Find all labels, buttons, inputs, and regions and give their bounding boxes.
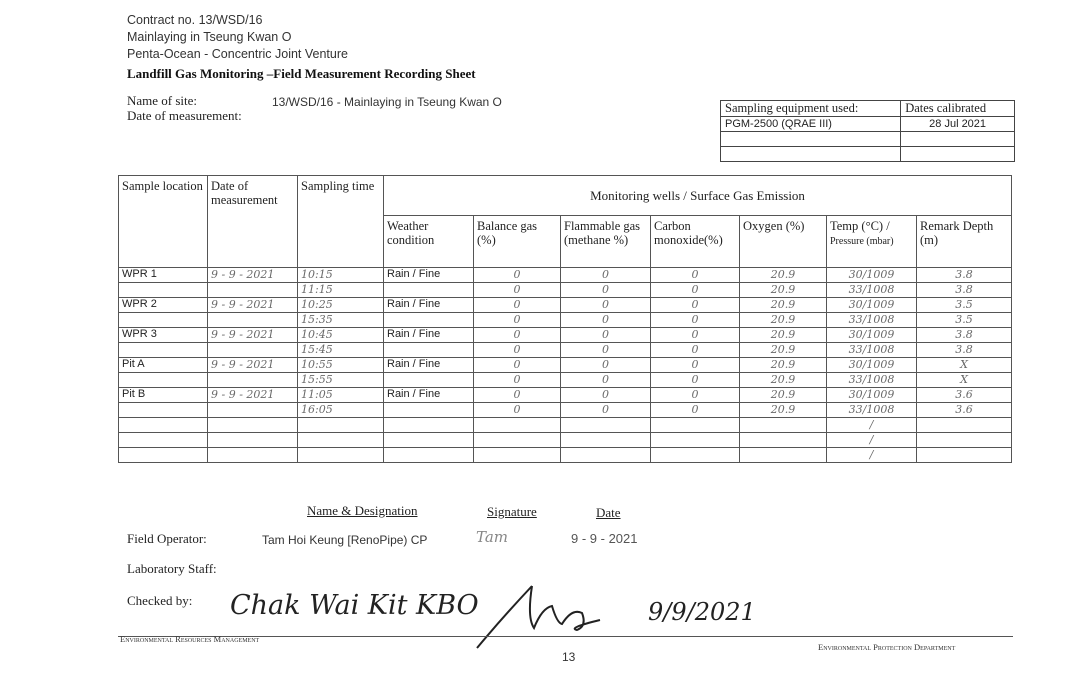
cell-flammable-gas: 0	[561, 298, 651, 313]
cell-date	[208, 433, 298, 448]
cell-oxygen: 20.9	[740, 313, 827, 328]
footer-left: Environmental Resources Management	[120, 634, 260, 644]
cell-oxygen: 20.9	[740, 343, 827, 358]
cell-oxygen: 20.9	[740, 268, 827, 283]
cell-weather	[384, 343, 474, 358]
cell-carbon-monoxide	[651, 433, 740, 448]
cell-carbon-monoxide: 0	[651, 403, 740, 418]
cell-oxygen	[740, 433, 827, 448]
cell-location	[119, 343, 208, 358]
header-temp-pressure	[827, 216, 917, 268]
cell-depth	[917, 418, 1012, 433]
cell-time: 10:55	[298, 358, 384, 373]
cell-depth	[917, 433, 1012, 448]
cell-depth: 3.8	[917, 328, 1012, 343]
cell-balance-gas: 0	[474, 358, 561, 373]
cell-depth: 3.5	[917, 298, 1012, 313]
cell-carbon-monoxide: 0	[651, 313, 740, 328]
cell-flammable-gas: 0	[561, 373, 651, 388]
cell-location	[119, 418, 208, 433]
cell-depth: X	[917, 373, 1012, 388]
table-row	[119, 313, 1012, 328]
cell-balance-gas: 0	[474, 343, 561, 358]
measurement-date-label: Date of measurement:	[127, 108, 242, 123]
checked-by-name: Chak Wai Kit KBO	[230, 590, 479, 621]
table-row	[119, 343, 1012, 358]
cell-depth: 3.6	[917, 403, 1012, 418]
footer-right: Environmental Protection Department	[818, 642, 956, 652]
measurement-rows	[119, 268, 1012, 463]
cell-weather: Rain / Fine	[384, 358, 474, 373]
cell-location: WPR 1	[119, 268, 208, 283]
cell-location	[119, 373, 208, 388]
cell-carbon-monoxide	[651, 448, 740, 463]
cell-date: 9 - 9 - 2021	[208, 328, 298, 343]
cell-weather	[384, 418, 474, 433]
cell-location	[119, 403, 208, 418]
cell-weather	[384, 283, 474, 298]
cell-weather	[384, 448, 474, 463]
cell-flammable-gas	[561, 448, 651, 463]
dates-calibrated-header: Dates calibrated	[901, 101, 1015, 117]
cell-balance-gas: 0	[474, 268, 561, 283]
header-sampling-time: Sampling time	[298, 176, 384, 268]
cell-balance-gas: 0	[474, 283, 561, 298]
empty-cell	[901, 132, 1015, 147]
table-row	[119, 388, 1012, 403]
empty-cell	[721, 132, 901, 147]
calibration-date-value: 28 Jul 2021	[901, 117, 1015, 132]
cell-depth: 3.8	[917, 268, 1012, 283]
cell-temp-pressure: 30/1009	[827, 388, 917, 403]
field-operator-date: 9 - 9 - 2021	[571, 531, 638, 546]
cell-flammable-gas: 0	[561, 358, 651, 373]
cell-flammable-gas	[561, 433, 651, 448]
cell-date	[208, 343, 298, 358]
cell-date	[208, 283, 298, 298]
checked-by-date: 9/9/2021	[648, 598, 756, 626]
cell-weather: Rain / Fine	[384, 328, 474, 343]
cell-temp-pressure: /	[827, 448, 917, 463]
cell-oxygen	[740, 448, 827, 463]
cell-oxygen: 20.9	[740, 373, 827, 388]
cell-carbon-monoxide: 0	[651, 388, 740, 403]
cell-oxygen: 20.9	[740, 283, 827, 298]
cell-balance-gas: 0	[474, 403, 561, 418]
contractor-name: Penta-Ocean - Concentric Joint Venture	[127, 47, 348, 61]
field-operator-signature: Tam	[476, 528, 509, 546]
table-row	[119, 433, 1012, 448]
header-weather: Weather condition	[384, 216, 474, 268]
cell-time	[298, 448, 384, 463]
cell-location: Pit B	[119, 388, 208, 403]
header-sample-location: Sample location	[119, 176, 208, 268]
page-number: 13	[562, 650, 576, 664]
cell-depth: 3.5	[917, 313, 1012, 328]
cell-location: Pit A	[119, 358, 208, 373]
cell-time: 10:25	[298, 298, 384, 313]
checked-by-label: Checked by:	[127, 593, 193, 608]
cell-time: 15:55	[298, 373, 384, 388]
header-flammable-gas: Flammable gas (methane %)	[561, 216, 651, 268]
cell-time: 11:15	[298, 283, 384, 298]
cell-carbon-monoxide: 0	[651, 298, 740, 313]
cell-oxygen: 20.9	[740, 358, 827, 373]
cell-oxygen: 20.9	[740, 403, 827, 418]
cell-carbon-monoxide: 0	[651, 358, 740, 373]
equipment-header: Sampling equipment used:	[721, 101, 901, 117]
cell-weather: Rain / Fine	[384, 388, 474, 403]
table-row	[119, 373, 1012, 388]
field-operator-name: Tam Hoi Keung [RenoPipe) CP	[262, 533, 428, 547]
cell-balance-gas: 0	[474, 328, 561, 343]
cell-balance-gas	[474, 433, 561, 448]
cell-weather	[384, 313, 474, 328]
cell-weather: Rain / Fine	[384, 268, 474, 283]
date-header: Date	[596, 505, 621, 520]
table-row	[119, 298, 1012, 313]
cell-date: 9 - 9 - 2021	[208, 298, 298, 313]
table-row	[119, 283, 1012, 298]
contract-number: Contract no. 13/WSD/16	[127, 13, 263, 27]
measurement-table	[118, 175, 1012, 463]
cell-flammable-gas: 0	[561, 403, 651, 418]
cell-temp-pressure: /	[827, 418, 917, 433]
cell-balance-gas: 0	[474, 388, 561, 403]
equipment-value: PGM-2500 (QRAE III)	[721, 117, 901, 132]
header-monitoring-wells: Monitoring wells / Surface Gas Emission	[384, 176, 1012, 216]
table-row	[119, 418, 1012, 433]
cell-time: 11:05	[298, 388, 384, 403]
calibration-table	[720, 100, 1015, 162]
cell-time	[298, 418, 384, 433]
name-designation-header: Name & Designation	[307, 503, 418, 518]
cell-weather	[384, 373, 474, 388]
cell-weather: Rain / Fine	[384, 298, 474, 313]
header-remark-depth: Remark Depth (m)	[917, 216, 1012, 268]
cell-location: WPR 2	[119, 298, 208, 313]
cell-temp-pressure: 33/1008	[827, 313, 917, 328]
cell-flammable-gas: 0	[561, 268, 651, 283]
cell-flammable-gas: 0	[561, 343, 651, 358]
empty-cell	[721, 147, 901, 162]
cell-date	[208, 373, 298, 388]
cell-balance-gas: 0	[474, 298, 561, 313]
cell-temp-pressure: 33/1008	[827, 283, 917, 298]
cell-time: 10:15	[298, 268, 384, 283]
cell-location	[119, 433, 208, 448]
signature-header: Signature	[487, 504, 537, 519]
table-row	[119, 268, 1012, 283]
project-name: Mainlaying in Tseung Kwan O	[127, 30, 292, 44]
cell-date: 9 - 9 - 2021	[208, 358, 298, 373]
cell-carbon-monoxide: 0	[651, 373, 740, 388]
cell-flammable-gas: 0	[561, 313, 651, 328]
cell-oxygen: 20.9	[740, 388, 827, 403]
cell-flammable-gas: 0	[561, 388, 651, 403]
cell-carbon-monoxide: 0	[651, 268, 740, 283]
cell-date: 9 - 9 - 2021	[208, 388, 298, 403]
cell-carbon-monoxide: 0	[651, 283, 740, 298]
cell-carbon-monoxide: 0	[651, 343, 740, 358]
cell-temp-pressure: 33/1008	[827, 403, 917, 418]
cell-temp-pressure: /	[827, 433, 917, 448]
cell-flammable-gas	[561, 418, 651, 433]
cell-date	[208, 313, 298, 328]
cell-time	[298, 433, 384, 448]
cell-time: 15:45	[298, 343, 384, 358]
empty-cell	[901, 147, 1015, 162]
table-row	[119, 448, 1012, 463]
cell-location	[119, 313, 208, 328]
header-temp: Temp (°C) /	[830, 219, 890, 233]
cell-temp-pressure: 30/1009	[827, 358, 917, 373]
table-row	[119, 403, 1012, 418]
cell-temp-pressure: 30/1009	[827, 298, 917, 313]
header-balance-gas: Balance gas (%)	[474, 216, 561, 268]
cell-oxygen: 20.9	[740, 328, 827, 343]
header-carbon-monoxide: Carbon monoxide(%)	[651, 216, 740, 268]
cell-temp-pressure: 33/1008	[827, 373, 917, 388]
cell-carbon-monoxide: 0	[651, 328, 740, 343]
cell-date	[208, 418, 298, 433]
cell-date	[208, 403, 298, 418]
cell-temp-pressure: 30/1009	[827, 328, 917, 343]
cell-location	[119, 283, 208, 298]
cell-depth: X	[917, 358, 1012, 373]
checked-by-signature	[472, 578, 607, 653]
cell-location: WPR 3	[119, 328, 208, 343]
laboratory-staff-label: Laboratory Staff:	[127, 561, 217, 576]
cell-flammable-gas: 0	[561, 328, 651, 343]
cell-depth: 3.8	[917, 283, 1012, 298]
cell-balance-gas: 0	[474, 373, 561, 388]
site-name-value: 13/WSD/16 - Mainlaying in Tseung Kwan O	[272, 95, 502, 109]
cell-balance-gas	[474, 418, 561, 433]
cell-time: 16:05	[298, 403, 384, 418]
cell-carbon-monoxide	[651, 418, 740, 433]
cell-temp-pressure: 33/1008	[827, 343, 917, 358]
header-date-of-measurement: Date of measurement	[208, 176, 298, 268]
cell-temp-pressure: 30/1009	[827, 268, 917, 283]
cell-oxygen	[740, 418, 827, 433]
cell-time: 10:45	[298, 328, 384, 343]
sheet-title: Landfill Gas Monitoring –Field Measurement Recording Sheet	[127, 66, 476, 81]
cell-date	[208, 448, 298, 463]
site-name-label: Name of site:	[127, 93, 198, 108]
cell-time: 15:35	[298, 313, 384, 328]
cell-flammable-gas: 0	[561, 283, 651, 298]
cell-weather	[384, 433, 474, 448]
cell-depth: 3.8	[917, 343, 1012, 358]
cell-oxygen: 20.9	[740, 298, 827, 313]
cell-depth	[917, 448, 1012, 463]
field-operator-label: Field Operator:	[127, 531, 207, 546]
cell-depth: 3.6	[917, 388, 1012, 403]
cell-balance-gas	[474, 448, 561, 463]
table-row	[119, 358, 1012, 373]
cell-weather	[384, 403, 474, 418]
header-pressure: Pressure (mbar)	[830, 236, 894, 247]
table-row	[119, 328, 1012, 343]
cell-location	[119, 448, 208, 463]
cell-date: 9 - 9 - 2021	[208, 268, 298, 283]
header-oxygen: Oxygen (%)	[740, 216, 827, 268]
cell-balance-gas: 0	[474, 313, 561, 328]
